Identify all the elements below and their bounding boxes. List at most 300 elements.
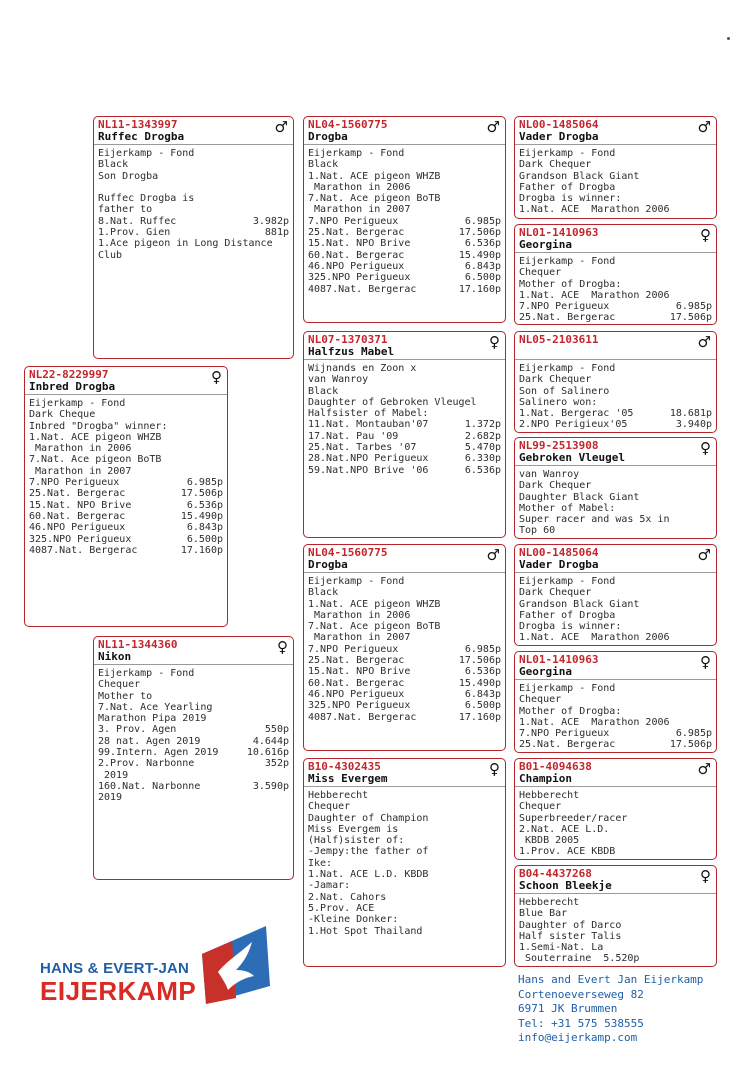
- line-value: [709, 694, 712, 705]
- line-text: Marathon in 2006: [308, 181, 411, 193]
- line-text: Marathon Pipa 2019: [98, 713, 207, 725]
- card-line: [519, 279, 712, 290]
- line-value: [286, 250, 289, 261]
- line-text: Chequer: [519, 801, 562, 813]
- line-value: [498, 846, 501, 857]
- card-line: [29, 432, 223, 443]
- card-line: [519, 469, 712, 480]
- line-text: Dark Chequer: [519, 159, 592, 171]
- line-value: 3.590p: [252, 780, 289, 792]
- line-text: 5.Prov. ACE: [308, 902, 375, 914]
- line-value: [709, 159, 712, 170]
- pigeon-name: Inbred Drogba: [29, 380, 116, 393]
- ring-number: NL00-1485064: [519, 546, 599, 559]
- line-value: [709, 397, 712, 408]
- pigeon-name: Georgina: [519, 665, 572, 678]
- card-line: [308, 204, 501, 215]
- female-icon: ♀: [211, 368, 222, 386]
- line-value: [709, 182, 712, 193]
- line-text: Eijerkamp - Fond: [519, 576, 616, 587]
- line-text: KBDB 2005: [519, 835, 580, 847]
- card-line: [308, 644, 501, 655]
- card-line: [519, 290, 712, 301]
- card-line: [98, 736, 289, 747]
- pedigree-card-nikon: [93, 636, 294, 880]
- card-line: [308, 453, 501, 464]
- card-body: [94, 665, 293, 804]
- ring-number: NL05-2103611: [519, 333, 599, 346]
- line-text: Hebberecht: [308, 790, 369, 801]
- line-value: [286, 193, 289, 204]
- card-body: [304, 360, 505, 476]
- card-header: [304, 545, 505, 573]
- line-text: 7.NPO Perigueux: [29, 477, 120, 489]
- pigeon-name: Miss Evergem: [308, 772, 388, 785]
- card-body: [515, 360, 716, 431]
- line-value: [498, 363, 501, 374]
- card-line: [519, 813, 712, 824]
- line-value: [709, 717, 712, 728]
- line-value: 15.490p: [180, 510, 223, 522]
- line-text: 15.Nat. NPO Brive: [308, 238, 411, 250]
- card-line: [308, 465, 501, 476]
- line-text: Father of Drogba: [519, 181, 616, 193]
- card-header: [515, 225, 716, 253]
- card-line: [98, 171, 289, 182]
- line-value: 18.681p: [669, 408, 712, 420]
- pigeon-name: Gebroken Vleugel: [519, 451, 625, 464]
- line-value: [709, 290, 712, 301]
- card-line: [519, 159, 712, 170]
- card-header: [304, 332, 505, 360]
- contact-name: Hans and Evert Jan Eijerkamp: [518, 973, 704, 986]
- line-text: 15.Nat. NPO Brive: [308, 666, 411, 678]
- line-text: Dark Chequer: [519, 587, 592, 599]
- card-body: [304, 787, 505, 937]
- line-text: 7.NPO Perigueux: [308, 215, 399, 227]
- card-body: [515, 680, 716, 751]
- card-line: [29, 443, 223, 454]
- line-value: [498, 171, 501, 182]
- card-line: [29, 488, 223, 499]
- line-text: Ike:: [308, 857, 333, 869]
- line-text: Chequer: [519, 267, 562, 279]
- card-line: [308, 431, 501, 442]
- line-text: Daughter Black Giant: [519, 491, 640, 503]
- ring-number: NL22-8229997: [29, 368, 109, 381]
- card-line: [98, 758, 289, 769]
- card-line: [519, 397, 712, 408]
- line-text: 4087.Nat. Bergerac: [29, 544, 138, 556]
- line-value: [498, 835, 501, 846]
- line-value: [286, 713, 289, 724]
- line-text: Souterraine 5.520p: [519, 953, 640, 965]
- card-line: [519, 148, 712, 159]
- line-value: [709, 683, 712, 694]
- line-text: -Kleine Donker:: [308, 914, 399, 926]
- card-line: [98, 227, 289, 238]
- line-text: Eijerkamp - Fond: [519, 363, 616, 374]
- card-line: [519, 897, 712, 908]
- line-value: 352p: [264, 758, 289, 770]
- card-line: [98, 792, 289, 803]
- line-text: 25.Nat. Bergerac: [519, 739, 616, 751]
- card-line: [519, 846, 712, 857]
- line-value: 881p: [264, 227, 289, 239]
- line-value: 6.500p: [464, 272, 501, 284]
- line-value: [709, 492, 712, 503]
- card-body: [515, 894, 716, 965]
- line-value: [286, 204, 289, 215]
- line-text: 8.Nat. Ruffec: [98, 215, 177, 227]
- card-line: [29, 421, 223, 432]
- card-line: [308, 801, 501, 812]
- card-line: [519, 942, 712, 953]
- ring-number: NL01-1410963: [519, 653, 599, 666]
- line-text: Dark Cheque: [29, 409, 96, 421]
- card-body: [515, 253, 716, 324]
- card-line: [519, 408, 712, 419]
- card-line: [308, 712, 501, 723]
- line-value: 17.506p: [180, 488, 223, 500]
- line-text: 25.Nat. Bergerac: [519, 312, 616, 324]
- card-line: [308, 363, 501, 374]
- line-text: 3. Prov. Agen: [98, 724, 177, 736]
- line-value: [709, 897, 712, 908]
- line-text: 1.Nat. ACE Marathon 2006: [519, 716, 670, 728]
- card-line: [308, 689, 501, 700]
- line-text: 25.Nat. Bergerac: [29, 488, 126, 500]
- card-line: [98, 216, 289, 227]
- card-line: [519, 728, 712, 739]
- line-text: 60.Nat. Bergerac: [29, 510, 126, 522]
- ring-number: NL07-1370371: [308, 333, 388, 346]
- line-text: 59.Nat.NPO Brive '06: [308, 464, 429, 476]
- line-text: 15.Nat. NPO Brive: [29, 499, 132, 511]
- line-value: [286, 792, 289, 803]
- male-icon: ♂: [486, 118, 500, 136]
- line-text: 1.Prov. ACE KBDB: [519, 846, 616, 858]
- line-text: 2.Nat. ACE L.D.: [519, 823, 610, 835]
- card-line: [308, 678, 501, 689]
- line-text: Dark Chequer: [519, 374, 592, 386]
- ring-number: NL11-1343997: [98, 118, 178, 131]
- pedigree-card-vader-drogba-mid: [514, 544, 717, 646]
- line-value: 17.506p: [458, 227, 501, 239]
- pedigree-card-champion: [514, 758, 717, 860]
- line-value: [220, 409, 223, 420]
- line-text: -Jempy:the father of: [308, 846, 429, 858]
- line-value: [709, 599, 712, 610]
- line-value: 6.985p: [675, 728, 712, 740]
- line-text: Black: [308, 159, 339, 171]
- card-line: [308, 655, 501, 666]
- line-text: Super racer and was 5x in: [519, 514, 670, 526]
- ring-number: B04-4437268: [519, 867, 592, 880]
- line-value: 17.506p: [669, 739, 712, 751]
- line-text: 1.Nat. ACE pigeon WHZB: [308, 170, 441, 182]
- card-line: [98, 238, 289, 249]
- line-text: 7.Nat. Ace pigeon BoTB: [308, 621, 441, 633]
- line-text: Eijerkamp - Fond: [29, 398, 126, 409]
- line-text: 2.Nat. Cahors: [308, 891, 387, 903]
- line-value: [498, 892, 501, 903]
- card-header: [515, 759, 716, 787]
- card-line: [308, 610, 501, 621]
- line-text: (Half)sister of:: [308, 835, 405, 847]
- line-text: 2.NPO Perigieux'05: [519, 419, 628, 431]
- card-header: [515, 438, 716, 466]
- line-value: 17.160p: [458, 283, 501, 295]
- line-value: [709, 931, 712, 942]
- line-value: 15.490p: [458, 249, 501, 261]
- card-header: [304, 117, 505, 145]
- line-text: Marathon in 2006: [308, 609, 411, 621]
- ring-number: NL01-1410963: [519, 226, 599, 239]
- line-value: [220, 466, 223, 477]
- line-value: [498, 824, 501, 835]
- line-text: Eijerkamp - Fond: [519, 256, 616, 267]
- contact-email[interactable]: info@eijerkamp.com: [518, 1031, 638, 1044]
- female-icon: ♀: [489, 333, 500, 351]
- line-text: 7.Nat. Ace pigeon BoTB: [29, 454, 162, 466]
- card-line: [308, 386, 501, 397]
- line-value: [286, 691, 289, 702]
- line-text: Blue Bar: [519, 908, 568, 920]
- pigeon-name: Vader Drogba: [519, 558, 599, 571]
- line-value: [709, 953, 712, 964]
- line-value: [220, 421, 223, 432]
- pedigree-card-schoon-bleekje: [514, 865, 717, 967]
- pedigree-card-miss-evergem: [303, 758, 506, 967]
- line-value: 10.616p: [246, 747, 289, 759]
- card-line: [519, 908, 712, 919]
- line-text: Grandson Black Giant: [519, 170, 640, 182]
- card-line: [519, 587, 712, 598]
- pigeon-name: Halfzus Mabel: [308, 345, 395, 358]
- line-text: Superbreeder/racer: [519, 812, 628, 824]
- line-value: [498, 632, 501, 643]
- line-text: Daughter of Darco: [519, 919, 622, 931]
- card-line: [308, 587, 501, 598]
- card-line: [308, 835, 501, 846]
- line-text: 4087.Nat. Bergerac: [308, 283, 417, 295]
- card-line: [308, 926, 501, 937]
- line-text: -Jamar:: [308, 880, 351, 892]
- line-value: [709, 514, 712, 525]
- line-value: [498, 599, 501, 610]
- line-text: Top 60: [519, 525, 556, 537]
- line-value: [709, 790, 712, 801]
- card-line: [98, 747, 289, 758]
- card-line: [519, 363, 712, 374]
- female-icon: ♀: [700, 439, 711, 457]
- line-text: father to: [98, 204, 153, 216]
- card-line: [308, 216, 501, 227]
- line-text: Black: [98, 159, 129, 171]
- line-value: [709, 632, 712, 643]
- line-text: Drogba is winner:: [519, 193, 622, 205]
- line-value: [709, 503, 712, 514]
- line-value: [709, 525, 712, 536]
- line-text: 7.Nat. Ace Yearling: [98, 701, 213, 713]
- contact-phone: Tel: +31 575 538555: [518, 1016, 644, 1030]
- female-icon: ♀: [277, 638, 288, 656]
- card-line: [308, 576, 501, 587]
- line-value: [709, 587, 712, 598]
- line-text: 1.Nat. ACE Marathon 2006: [519, 289, 670, 301]
- line-value: 15.490p: [458, 677, 501, 689]
- line-text: Black: [308, 587, 339, 599]
- line-value: [498, 869, 501, 880]
- line-value: [709, 801, 712, 812]
- card-line: [519, 920, 712, 931]
- line-text: Dark Chequer: [519, 480, 592, 492]
- card-line: [308, 892, 501, 903]
- card-line: [29, 500, 223, 511]
- card-line: [29, 522, 223, 533]
- line-text: 1.Nat. ACE L.D. KBDB: [308, 869, 429, 881]
- ring-number: B10-4302435: [308, 760, 381, 773]
- line-value: [498, 386, 501, 397]
- card-line: [308, 858, 501, 869]
- card-line: [308, 250, 501, 261]
- card-line: [308, 632, 501, 643]
- line-value: [286, 668, 289, 679]
- line-value: 3.982p: [252, 215, 289, 227]
- line-value: [709, 920, 712, 931]
- logo-line2: EIJERKAMP: [40, 976, 197, 1006]
- line-text: 25.Nat. Tarbes '07: [308, 442, 417, 454]
- line-value: [220, 443, 223, 454]
- card-line: [308, 700, 501, 711]
- card-header: [25, 367, 227, 395]
- line-text: 99.Intern. Agen 2019: [98, 747, 219, 759]
- line-value: 6.843p: [464, 688, 501, 700]
- card-line: [308, 824, 501, 835]
- line-text: Ruffec Drogba is: [98, 193, 195, 205]
- line-value: 4.644p: [252, 735, 289, 747]
- card-line: [519, 621, 712, 632]
- card-line: [519, 824, 712, 835]
- line-value: [709, 267, 712, 278]
- line-value: [709, 480, 712, 491]
- ring-number: NL00-1485064: [519, 118, 599, 131]
- ring-number: NL04-1560775: [308, 118, 388, 131]
- pigeon-name: Ruffec Drogba: [98, 130, 185, 143]
- line-text: Mother to: [98, 690, 153, 702]
- card-line: [519, 386, 712, 397]
- card-line: [519, 419, 712, 430]
- line-text: 7.NPO Perigueux: [308, 643, 399, 655]
- pedigree-card-drogba-top: [303, 116, 506, 323]
- card-line: [29, 454, 223, 465]
- pedigree-card-halfzus-mabel: [303, 331, 506, 538]
- line-value: 17.506p: [669, 312, 712, 324]
- line-value: [498, 397, 501, 408]
- line-value: 550p: [264, 724, 289, 736]
- line-text: Inbred "Drogba" winner:: [29, 420, 168, 432]
- line-text: 1.Ace pigeon in Long Distance: [98, 238, 273, 250]
- line-text: 1.Semi-Nat. La: [519, 942, 604, 954]
- card-body: [515, 145, 716, 216]
- card-line: [308, 261, 501, 272]
- card-line: [308, 148, 501, 159]
- card-line: [98, 781, 289, 792]
- male-icon: ♂: [486, 546, 500, 564]
- line-value: [709, 193, 712, 204]
- line-text: 325.NPO Perigueux: [308, 272, 411, 284]
- line-text: 11.Nat. Montauban'07: [308, 419, 429, 431]
- card-line: [519, 503, 712, 514]
- pigeon-name: Champion: [519, 772, 572, 785]
- card-body: [515, 787, 716, 858]
- card-line: [519, 801, 712, 812]
- line-value: [498, 858, 501, 869]
- pedigree-card-nl05: [514, 331, 717, 433]
- line-text: van Wanroy: [519, 469, 580, 480]
- card-line: [98, 679, 289, 690]
- line-text: Eijerkamp - Fond: [308, 148, 405, 159]
- card-line: [29, 511, 223, 522]
- line-value: 6.500p: [464, 700, 501, 712]
- card-line: [308, 621, 501, 632]
- card-line: [29, 477, 223, 488]
- card-line: [29, 534, 223, 545]
- pigeon-name: Drogba: [308, 558, 348, 571]
- line-text: Black: [308, 385, 339, 397]
- line-text: 25.Nat. Bergerac: [308, 655, 405, 667]
- line-value: [498, 193, 501, 204]
- card-line: [519, 182, 712, 193]
- line-text: 1.Nat. ACE Marathon 2006: [519, 632, 670, 644]
- male-icon: ♂: [697, 546, 711, 564]
- line-value: [498, 408, 501, 419]
- female-icon: ♀: [700, 867, 711, 885]
- card-line: [308, 869, 501, 880]
- line-value: 6.536p: [464, 666, 501, 678]
- line-value: [220, 432, 223, 443]
- card-line: [519, 632, 712, 643]
- card-line: [519, 953, 712, 964]
- line-text: Wijnands en Zoon x: [308, 363, 417, 374]
- scan-speck: [727, 37, 730, 40]
- card-line: [519, 480, 712, 491]
- card-line: [308, 599, 501, 610]
- line-text: 1.Prov. Gien: [98, 227, 171, 239]
- line-value: [498, 204, 501, 215]
- line-text: Eijerkamp - Fond: [519, 148, 616, 159]
- card-line: [519, 492, 712, 503]
- line-text: 160.Nat. Narbonne: [98, 780, 201, 792]
- card-line: [519, 576, 712, 587]
- line-value: [498, 159, 501, 170]
- line-value: 2.682p: [464, 430, 501, 442]
- line-text: Father of Drogba: [519, 609, 616, 621]
- line-text: 46.NPO Perigueux: [29, 522, 126, 534]
- line-value: [709, 908, 712, 919]
- eijerkamp-logo: [40, 928, 276, 1008]
- male-icon: ♂: [274, 118, 288, 136]
- card-line: [29, 545, 223, 556]
- ring-number: NL11-1344360: [98, 638, 178, 651]
- card-line: [308, 846, 501, 857]
- card-body: [515, 573, 716, 644]
- line-value: 6.985p: [464, 215, 501, 227]
- line-value: [709, 846, 712, 857]
- card-line: [519, 374, 712, 385]
- card-line: [519, 312, 712, 323]
